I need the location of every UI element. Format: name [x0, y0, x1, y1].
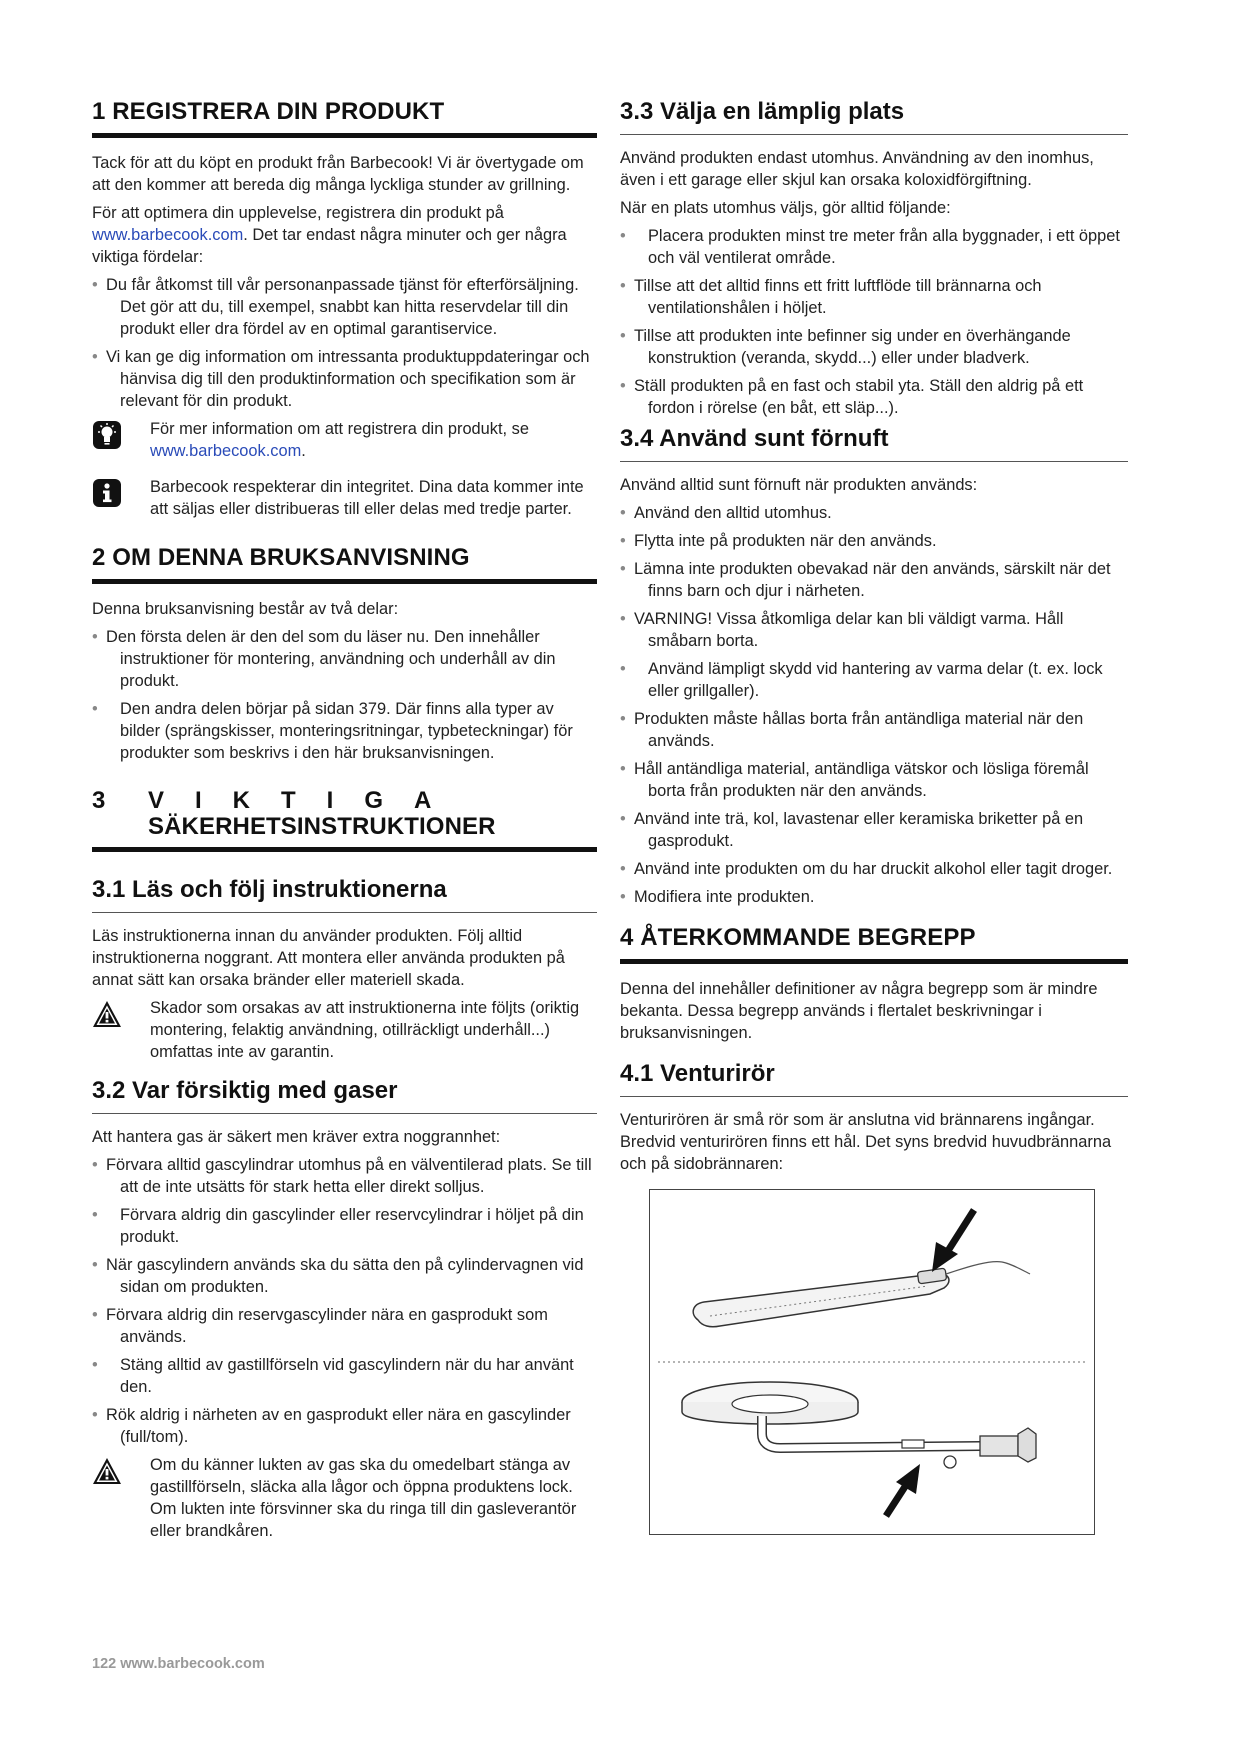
- lightbulb-icon: [92, 420, 122, 450]
- arrow-icon: [886, 1464, 920, 1516]
- paragraph: Läs instruktionerna innan du använder produkten. Följ alltid instruktionerna noggrant. Att montera eller använda produkten på annat sätt kan orsaka bränder eller materiell skada.: [92, 927, 565, 989]
- list-item: • Använd inte trä, kol, lavastenar eller keramiska briketter på en gasprodukt.: [620, 810, 1084, 850]
- bullet-list: [92, 1154, 597, 1448]
- list-item: • Modifiera inte produkten.: [620, 888, 815, 906]
- paragraph: När en plats utomhus väljs, gör alltid följande:: [620, 199, 951, 217]
- warning-note: [92, 1454, 597, 1542]
- list-item: • Använd inte produkten om du har druckit alkohol eller tagit droger.: [620, 860, 1113, 878]
- list-item: • Använd den alltid utomhus.: [620, 504, 832, 522]
- list-item: • Flytta inte på produkten när den används.: [620, 532, 937, 550]
- list-item: • Lämna inte produkten obevakad när den används, särskilt när det finns barn och djur i närheten.: [620, 560, 1111, 600]
- list-item: • Placera produkten minst tre meter från alla byggnader, i ett öppet och väl ventilerat område.: [620, 227, 1120, 267]
- info-note: [92, 476, 597, 520]
- list-item: • Du får åtkomst till vår personanpassade tjänst för efterförsäljning. Det gör att du, till exempel, snabbt kan hitta reservdelar till din produkt eller dra fördel av en optimal garantiservice.: [92, 276, 579, 338]
- section-1-title: 1 REGISTRERA DIN PRODUKT: [92, 98, 597, 138]
- paragraph: Använd alltid sunt förnuft när produkten används:: [620, 476, 978, 494]
- list-item: • Rök aldrig i närheten av en gasprodukt eller nära en gascylinder (full/tom).: [92, 1406, 571, 1446]
- list-item: • Tillse att det alltid finns ett fritt luftflöde till brännarna och ventilationshålen i höljet.: [620, 277, 1042, 317]
- list-item: • Stäng alltid av gastillförseln vid gascylindern när du har använt den.: [92, 1356, 574, 1396]
- section-3-3-title: 3.3 Välja en lämplig plats: [620, 98, 1128, 135]
- list-item: • Håll antändliga material, antändliga vätskor och lösliga föremål borta från produkten när den används.: [620, 760, 1089, 800]
- list-item: • Förvara aldrig din reservgascylinder nära en gasprodukt som används.: [92, 1306, 548, 1346]
- warning-text: Om du känner lukten av gas ska du omedelbart stänga av gastillförseln, släcka alla lågor och öppna produktens lock. Om lukten inte försvinner ska du ringa till din gasleverantör eller brandkåren.: [150, 1456, 577, 1540]
- list-item: • När gascylindern används ska du sätta den på cylindervagnen vid sidan om produkten.: [92, 1256, 584, 1296]
- list-item: • Förvara aldrig din gascylinder eller reservcylindrar i höljet på din produkt.: [92, 1206, 584, 1246]
- bullet-list: [620, 225, 1128, 419]
- list-item: • Produkten måste hållas borta från antändliga material när den används.: [620, 710, 1084, 750]
- main-burner-drawing: [693, 1262, 1030, 1327]
- section-4-title: 4 ÅTERKOMMANDE BEGREPP: [620, 924, 1128, 964]
- paragraph: För att optimera din upplevelse, registrera din produkt på www.barbecook.com. Det tar endast några minuter och ger några viktiga fördelar:: [92, 204, 567, 266]
- paragraph: Tack för att du köpt en produkt från Barbecook! Vi är övertygade om att den kommer att bereda dig många lyckliga stunder av grillning.: [92, 154, 584, 194]
- page-footer: 122 www.barbecook.com: [92, 1656, 265, 1672]
- paragraph: Venturirören är små rör som är anslutna vid brännarens ingångar. Bredvid venturirören finns ett hål. Det syns bredvid huvudbrännarna och på sidobrännaren:: [620, 1111, 1112, 1173]
- paragraph: Använd produkten endast utomhus. Användning av den inomhus, även i ett garage eller skjul kan orsaka koloxidförgiftning.: [620, 149, 1094, 189]
- list-item: • Tillse att produkten inte befinner sig under en överhängande konstruktion (veranda, skydd...) eller under bladverk.: [620, 327, 1071, 367]
- arrow-icon: [932, 1210, 974, 1272]
- barbecook-link[interactable]: www.barbecook.com: [150, 442, 302, 460]
- list-item: • VARNING! Vissa åtkomliga delar kan bli väldigt varma. Håll småbarn borta.: [620, 610, 1064, 650]
- section-3-1-title: 3.1 Läs och följ instruktionerna: [92, 876, 597, 913]
- bullet-list: [92, 626, 597, 764]
- right-column: [620, 98, 1128, 1535]
- paragraph: Att hantera gas är säkert men kräver extra noggrannhet:: [92, 1128, 501, 1146]
- warning-icon: [92, 1456, 122, 1486]
- info-text: Barbecook respekterar din integritet. Dina data kommer inte att säljas eller distribueras till eller delas med tredje parter.: [150, 478, 584, 518]
- section-3-4-title: 3.4 Använd sunt förnuft: [620, 425, 1128, 462]
- section-3-title: 3 VIKTIGA SÄKERHETSINSTRUKTIONER: [92, 788, 597, 852]
- bullet-list: [92, 274, 597, 412]
- barbecook-link[interactable]: www.barbecook.com: [92, 226, 244, 244]
- list-item: • Den första delen är den del som du läser nu. Den innehåller instruktioner för montering, användning och underhåll av din produkt.: [92, 628, 556, 690]
- section-2-title: 2 OM DENNA BRUKSANVISNING: [92, 544, 597, 584]
- list-item: • Förvara alltid gascylindrar utomhus på en välventilerad plats. Se till att de inte utsätts för stark hetta eller direkt solljus.: [92, 1156, 592, 1196]
- left-column: [92, 98, 597, 1556]
- bullet-list: [620, 502, 1128, 908]
- venturi-illustration: [650, 1190, 1094, 1534]
- tip-text: För mer information om att registrera din produkt, se www.barbecook.com.: [150, 420, 529, 460]
- list-item: • Vi kan ge dig information om intressanta produktuppdateringar och hänvisa dig till den produktinformation och specifikation som är relevant för din produkt.: [92, 348, 590, 410]
- warning-text: Skador som orsakas av att instruktionerna inte följts (oriktig montering, felaktig användning, otillräckligt underhåll...) omfattas inte av garantin.: [150, 999, 580, 1061]
- tip-note: [92, 418, 597, 462]
- paragraph: Denna bruksanvisning består av två delar:: [92, 600, 399, 618]
- list-item: • Den andra delen börjar på sidan 379. Där finns alla typer av bilder (sprängskisser, monteringsritningar, typbeteckningar) för produkter som beskrivs i den här bruksanvisningen.: [92, 700, 573, 762]
- section-4-1-title: 4.1 Venturirör: [620, 1060, 1128, 1097]
- list-item: • Ställ produkten på en fast och stabil yta. Ställ den aldrig på ett fordon i rörelse (en båt, ett släp...).: [620, 377, 1084, 417]
- list-item: • Använd lämpligt skydd vid hantering av varma delar (t. ex. lock eller grillgaller).: [620, 660, 1103, 700]
- side-burner-drawing: [682, 1382, 1036, 1468]
- info-icon: [92, 478, 122, 508]
- section-3-2-title: 3.2 Var försiktig med gaser: [92, 1077, 597, 1114]
- paragraph: Denna del innehåller definitioner av några begrepp som är mindre bekanta. Dessa begrepp används i flertalet beskrivningar i bruksanvisningen.: [620, 980, 1098, 1042]
- warning-icon: [92, 999, 122, 1029]
- venturi-figure: [649, 1189, 1095, 1535]
- warning-note: [92, 997, 597, 1063]
